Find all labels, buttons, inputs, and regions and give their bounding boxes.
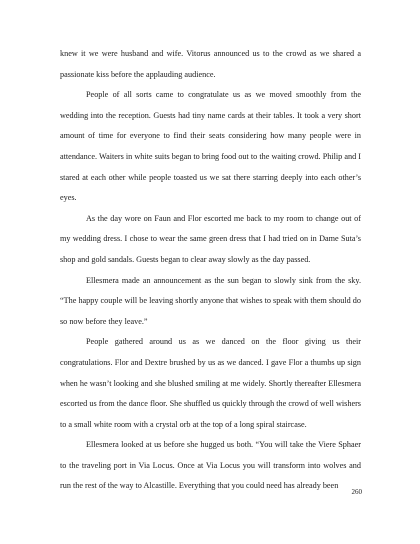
body-text [60,44,361,497]
paragraph: People of all sorts came to congratulate us as we moved smoothly from the wedding into the reception. Guests had tiny name cards at their tables. It took a very short amount of time for everyone to find their seats considering how many people were in attendance. Waiters in white suits began to bring food out to the waiting crowd. Philip and I stared at each other while people toasted us we sat there starring deeply into each other’s eyes. [60,90,361,203]
page-number: 260 [351,488,362,496]
paragraph: Ellesmera looked at us before she hugged us both. “You will take the Viere Sphaer to the traveling port in Via Locus. Once at Via Locus you will transform into wolves and run the rest of the way to Alcastille. Everything that you could need has already been [60,440,361,491]
paragraph: As the day wore on Faun and Flor escorted me back to my room to change out of my wedding dress. I chose to wear the same green dress that I had tried on in Dame Suta’s shop and gold sandals. Guests began to clear away slowly as the day passed. [60,213,361,264]
paragraph-continued: knew it we were husband and wife. Vitorus announced us to the crowd as we shared a passionate kiss before the applauding audience. [60,49,361,79]
paragraph: People gathered around us as we danced on the floor giving us their congratulations. Flor and Dextre brushed by us as we danced. I gave Flor a thumbs up sign when he wasn’t looking and she blushed smiling at me widely. Shortly thereafter Ellesmera escorted us from the dance floor. She shuffled us quickly through the crowd of well wishers to a small white room with a crystal orb at the top of a long spiral staircase. [60,337,361,429]
paragraph: Ellesmera made an announcement as the sun began to slowly sink from the sky. “The happy couple will be leaving shortly anyone that wishes to speak with them should do so now before they leave.” [60,275,361,326]
